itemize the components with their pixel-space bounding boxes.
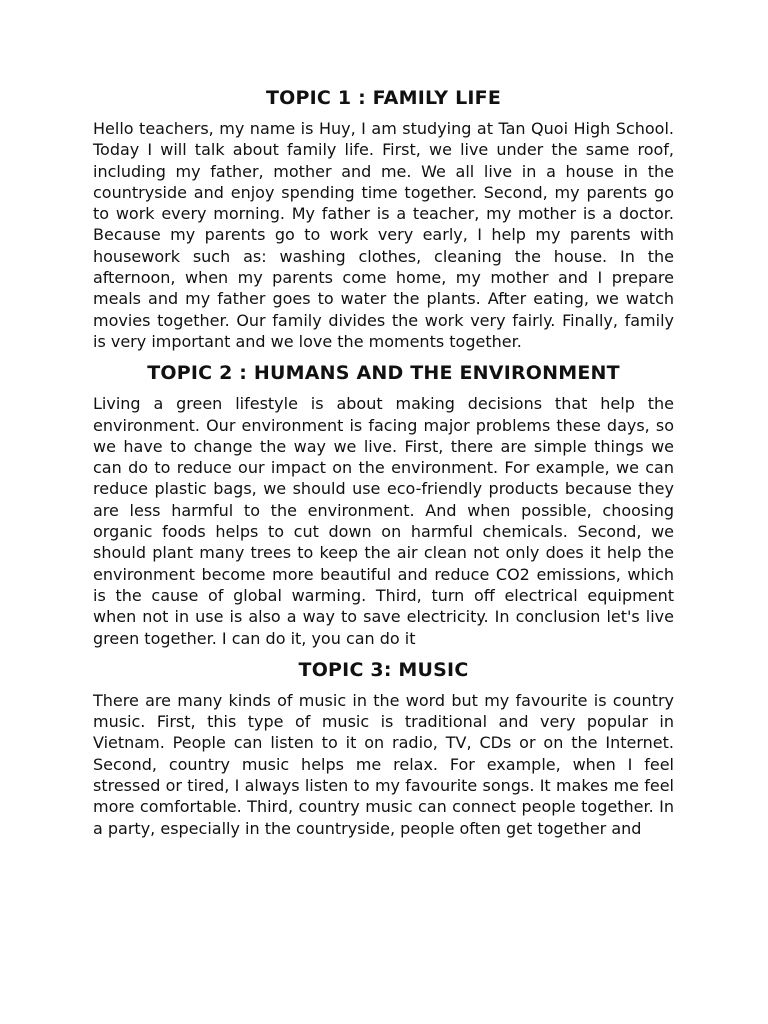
- topic-3-title: TOPIC 3: MUSIC: [298, 658, 469, 681]
- topic-2-section: [93, 360, 674, 649]
- topic-3-section: [93, 657, 674, 839]
- topic-2-title: TOPIC 2 : HUMANS AND THE ENVIRONMENT: [147, 362, 620, 385]
- document-page: [93, 85, 674, 847]
- topic-1-section: [93, 85, 674, 352]
- topic-3-body: There are many kinds of music in the word but my favourite is country music. First, this type of music is traditional and very popular in Vietnam. People can listen to it on radio, TV, CDs or on the Internet. Second, country music helps me relax. For example, when I feel stressed or tired, I always listen to my favourite songs. It makes me feel more comfortable. Third, country music can connect people together. In a party, especially in the countryside, people often get together and: [93, 690, 674, 838]
- topic-1-body: Hello teachers, my name is Huy, I am studying at Tan Quoi High School. Today I will talk about family life. First, we live under the same roof, including my father, mother and me. We all live in a house in the countryside and enjoy spending time together. Second, my parents go to work every morning. My father is a teacher, my mother is a doctor. Because my parents go to work very early, I help my parents with housework such as: washing clothes, cleaning the house. In the afternoon, when my parents come home, my mother and I prepare meals and my father goes to water the plants. After eating, we watch movies together. Our family divides the work very fairly. Finally, family is very important and we love the moments together.: [93, 119, 674, 351]
- topic-1-title: TOPIC 1 : FAMILY LIFE: [265, 87, 502, 109]
- topic-2-body: Living a green lifestyle is about making decisions that help the environment. Our environment is facing major problems these days, so we have to change the way we live. First, there are simple things we can do to reduce our impact on the environment. For example, we can reduce plastic bags, we should use eco-friendly products because they are less harmful to the environment. And when possible, choosing organic foods helps to cut down on harmful chemicals. Second, we should plant many trees to keep the air clean not only does it help the environment become more beautiful and reduce CO2 emissions, which is the cause of global warming. Third, turn off electrical equipment when not in use is also a way to save electricity. In conclusion let's live green together. I can do it, you can do it: [93, 394, 674, 648]
